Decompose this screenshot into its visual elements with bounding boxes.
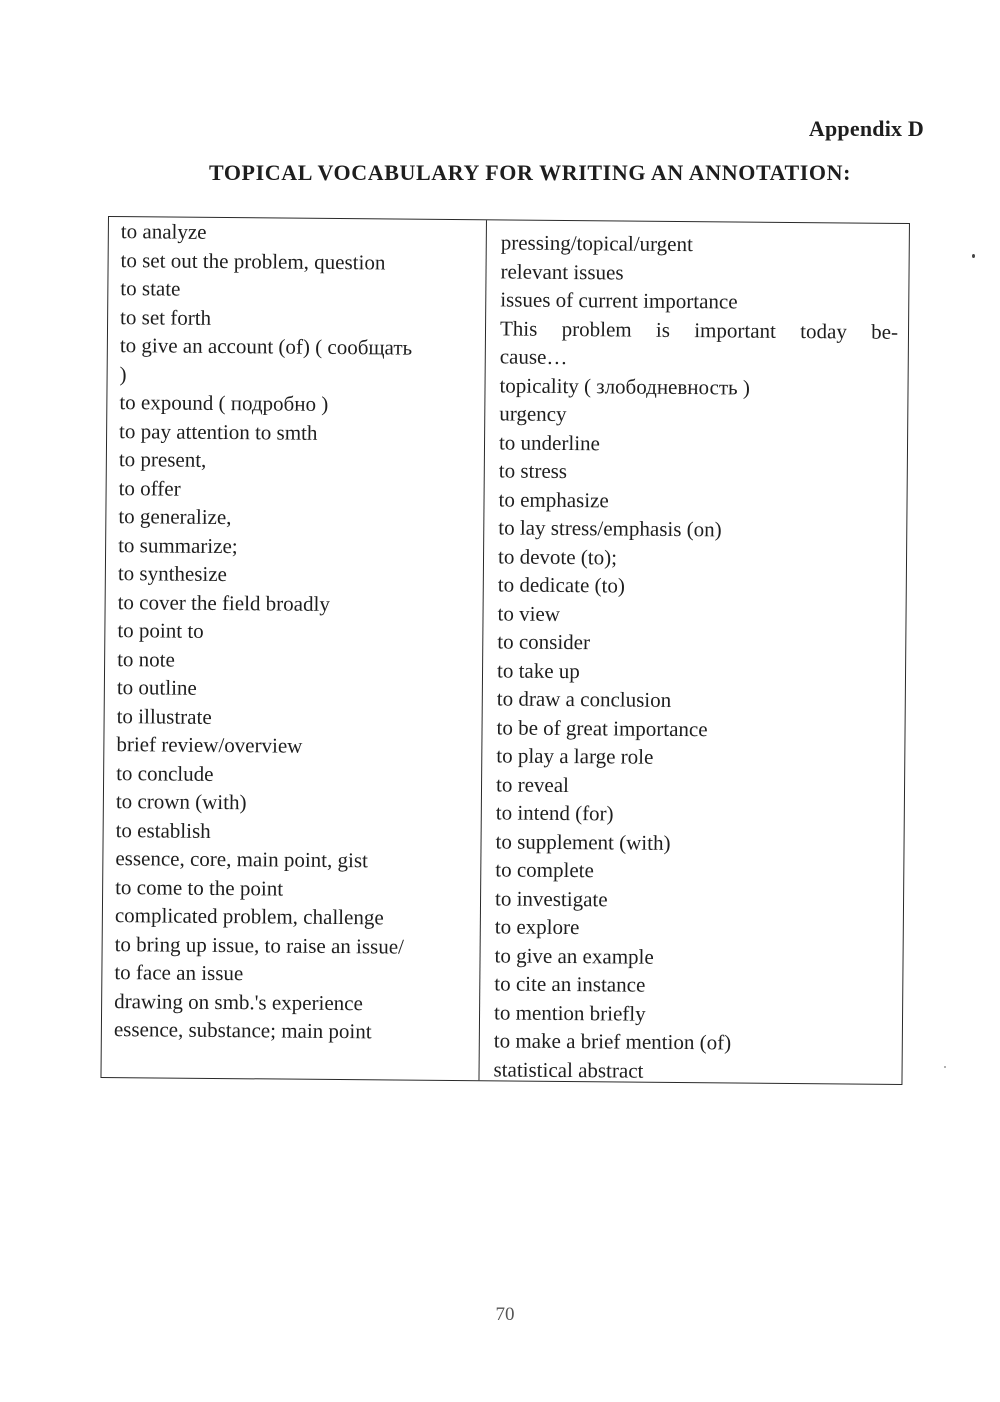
vocabulary-term: to mention briefly [493, 999, 646, 1026]
vocabulary-term: to outline [116, 675, 197, 700]
vocabulary-term: to expound ( подробно ) [119, 390, 329, 416]
vocabulary-term: to illustrate [116, 703, 212, 729]
vocabulary-term: to lay stress/emphasis (on) [498, 515, 722, 542]
vocabulary-term: complicated problem, challenge [114, 903, 384, 930]
vocabulary-term: to establish [115, 817, 211, 843]
vocabulary-term: essence, substance; main point [113, 1017, 372, 1044]
vocabulary-term: to state [120, 276, 181, 301]
vocabulary-term: statistical abstract [493, 1056, 644, 1083]
vocabulary-term: to be of great importance [496, 714, 708, 741]
vocabulary-term: to face an issue [114, 960, 244, 986]
vocabulary-term: to conclude [116, 760, 214, 786]
vocabulary-term: to note [117, 646, 175, 672]
vocabulary-term: ) [119, 361, 127, 386]
appendix-label: Appendix D [808, 116, 924, 141]
left-column [101, 217, 486, 1080]
vocabulary-term: to intend (for) [495, 800, 614, 826]
vocabulary-term: relevant issues [500, 258, 624, 285]
vocabulary-term: This problem is important today be- [499, 315, 899, 344]
vocabulary-term: to investigate [494, 885, 608, 911]
vocabulary-term: to play a large role [496, 743, 654, 769]
vocabulary-table [100, 216, 909, 1085]
right-column [479, 220, 908, 1084]
vocabulary-term: to set forth [120, 304, 212, 330]
vocabulary-term: to stress [498, 458, 568, 484]
vocabulary-term: drawing on smb.'s experience [114, 988, 363, 1015]
right-term-list [493, 228, 898, 1086]
vocabulary-term: to synthesize [117, 561, 228, 587]
vocabulary-term: to bring up issue, to raise an issue/ [114, 931, 405, 959]
vocabulary-term: to come to the point [115, 874, 284, 901]
vocabulary-term: to cover the field broadly [117, 589, 330, 616]
vocabulary-term: to supplement (with) [495, 828, 671, 855]
scan-speck [944, 1066, 946, 1068]
vocabulary-term: to present, [118, 447, 207, 472]
vocabulary-term: to make a brief mention (of) [493, 1028, 732, 1055]
vocabulary-term: urgency [499, 401, 567, 427]
page-title: TOPICAL VOCABULARY FOR WRITING AN ANNOTATION: [208, 160, 852, 185]
vocabulary-term: to offer [118, 475, 181, 501]
vocabulary-term: to generalize, [118, 504, 232, 530]
vocabulary-term: to consider [497, 629, 591, 655]
left-term-list [114, 217, 486, 1047]
vocabulary-term: to complete [495, 857, 594, 883]
vocabulary-term: to set out the problem, question [120, 247, 386, 274]
vocabulary-term: pressing/topical/urgent [500, 230, 693, 257]
vocabulary-term: to summarize; [118, 532, 238, 558]
vocabulary-term: issues of current importance [500, 287, 738, 314]
vocabulary-term: to give an account (of) ( сообщать [119, 333, 413, 360]
vocabulary-term: brief review/overview [116, 732, 303, 758]
vocabulary-term: to take up [496, 657, 580, 683]
vocabulary-term: to reveal [495, 771, 570, 797]
vocabulary-term: to view [497, 600, 561, 626]
vocabulary-term: to explore [494, 914, 580, 940]
vocabulary-term: to pay attention to smth [119, 418, 318, 445]
scan-speck [972, 254, 975, 258]
vocabulary-term: to underline [498, 429, 601, 455]
vocabulary-term: to give an example [494, 942, 654, 969]
vocabulary-term: to emphasize [498, 486, 609, 512]
vocabulary-term: to point to [117, 618, 204, 643]
vocabulary-term: essence, core, main point, gist [115, 846, 369, 873]
vocabulary-term: to devote (to); [497, 543, 618, 569]
vocabulary-term: to dedicate (to) [497, 572, 626, 598]
vocabulary-term: cause… [499, 344, 568, 370]
vocabulary-term: to cite an instance [494, 971, 646, 997]
vocabulary-term: to crown (with) [115, 789, 247, 815]
vocabulary-term: to draw a conclusion [496, 686, 672, 712]
vocabulary-term: topicality ( злободневность ) [499, 372, 751, 400]
vocabulary-term: to analyze [120, 219, 207, 244]
page-number: 70 [495, 1304, 515, 1325]
